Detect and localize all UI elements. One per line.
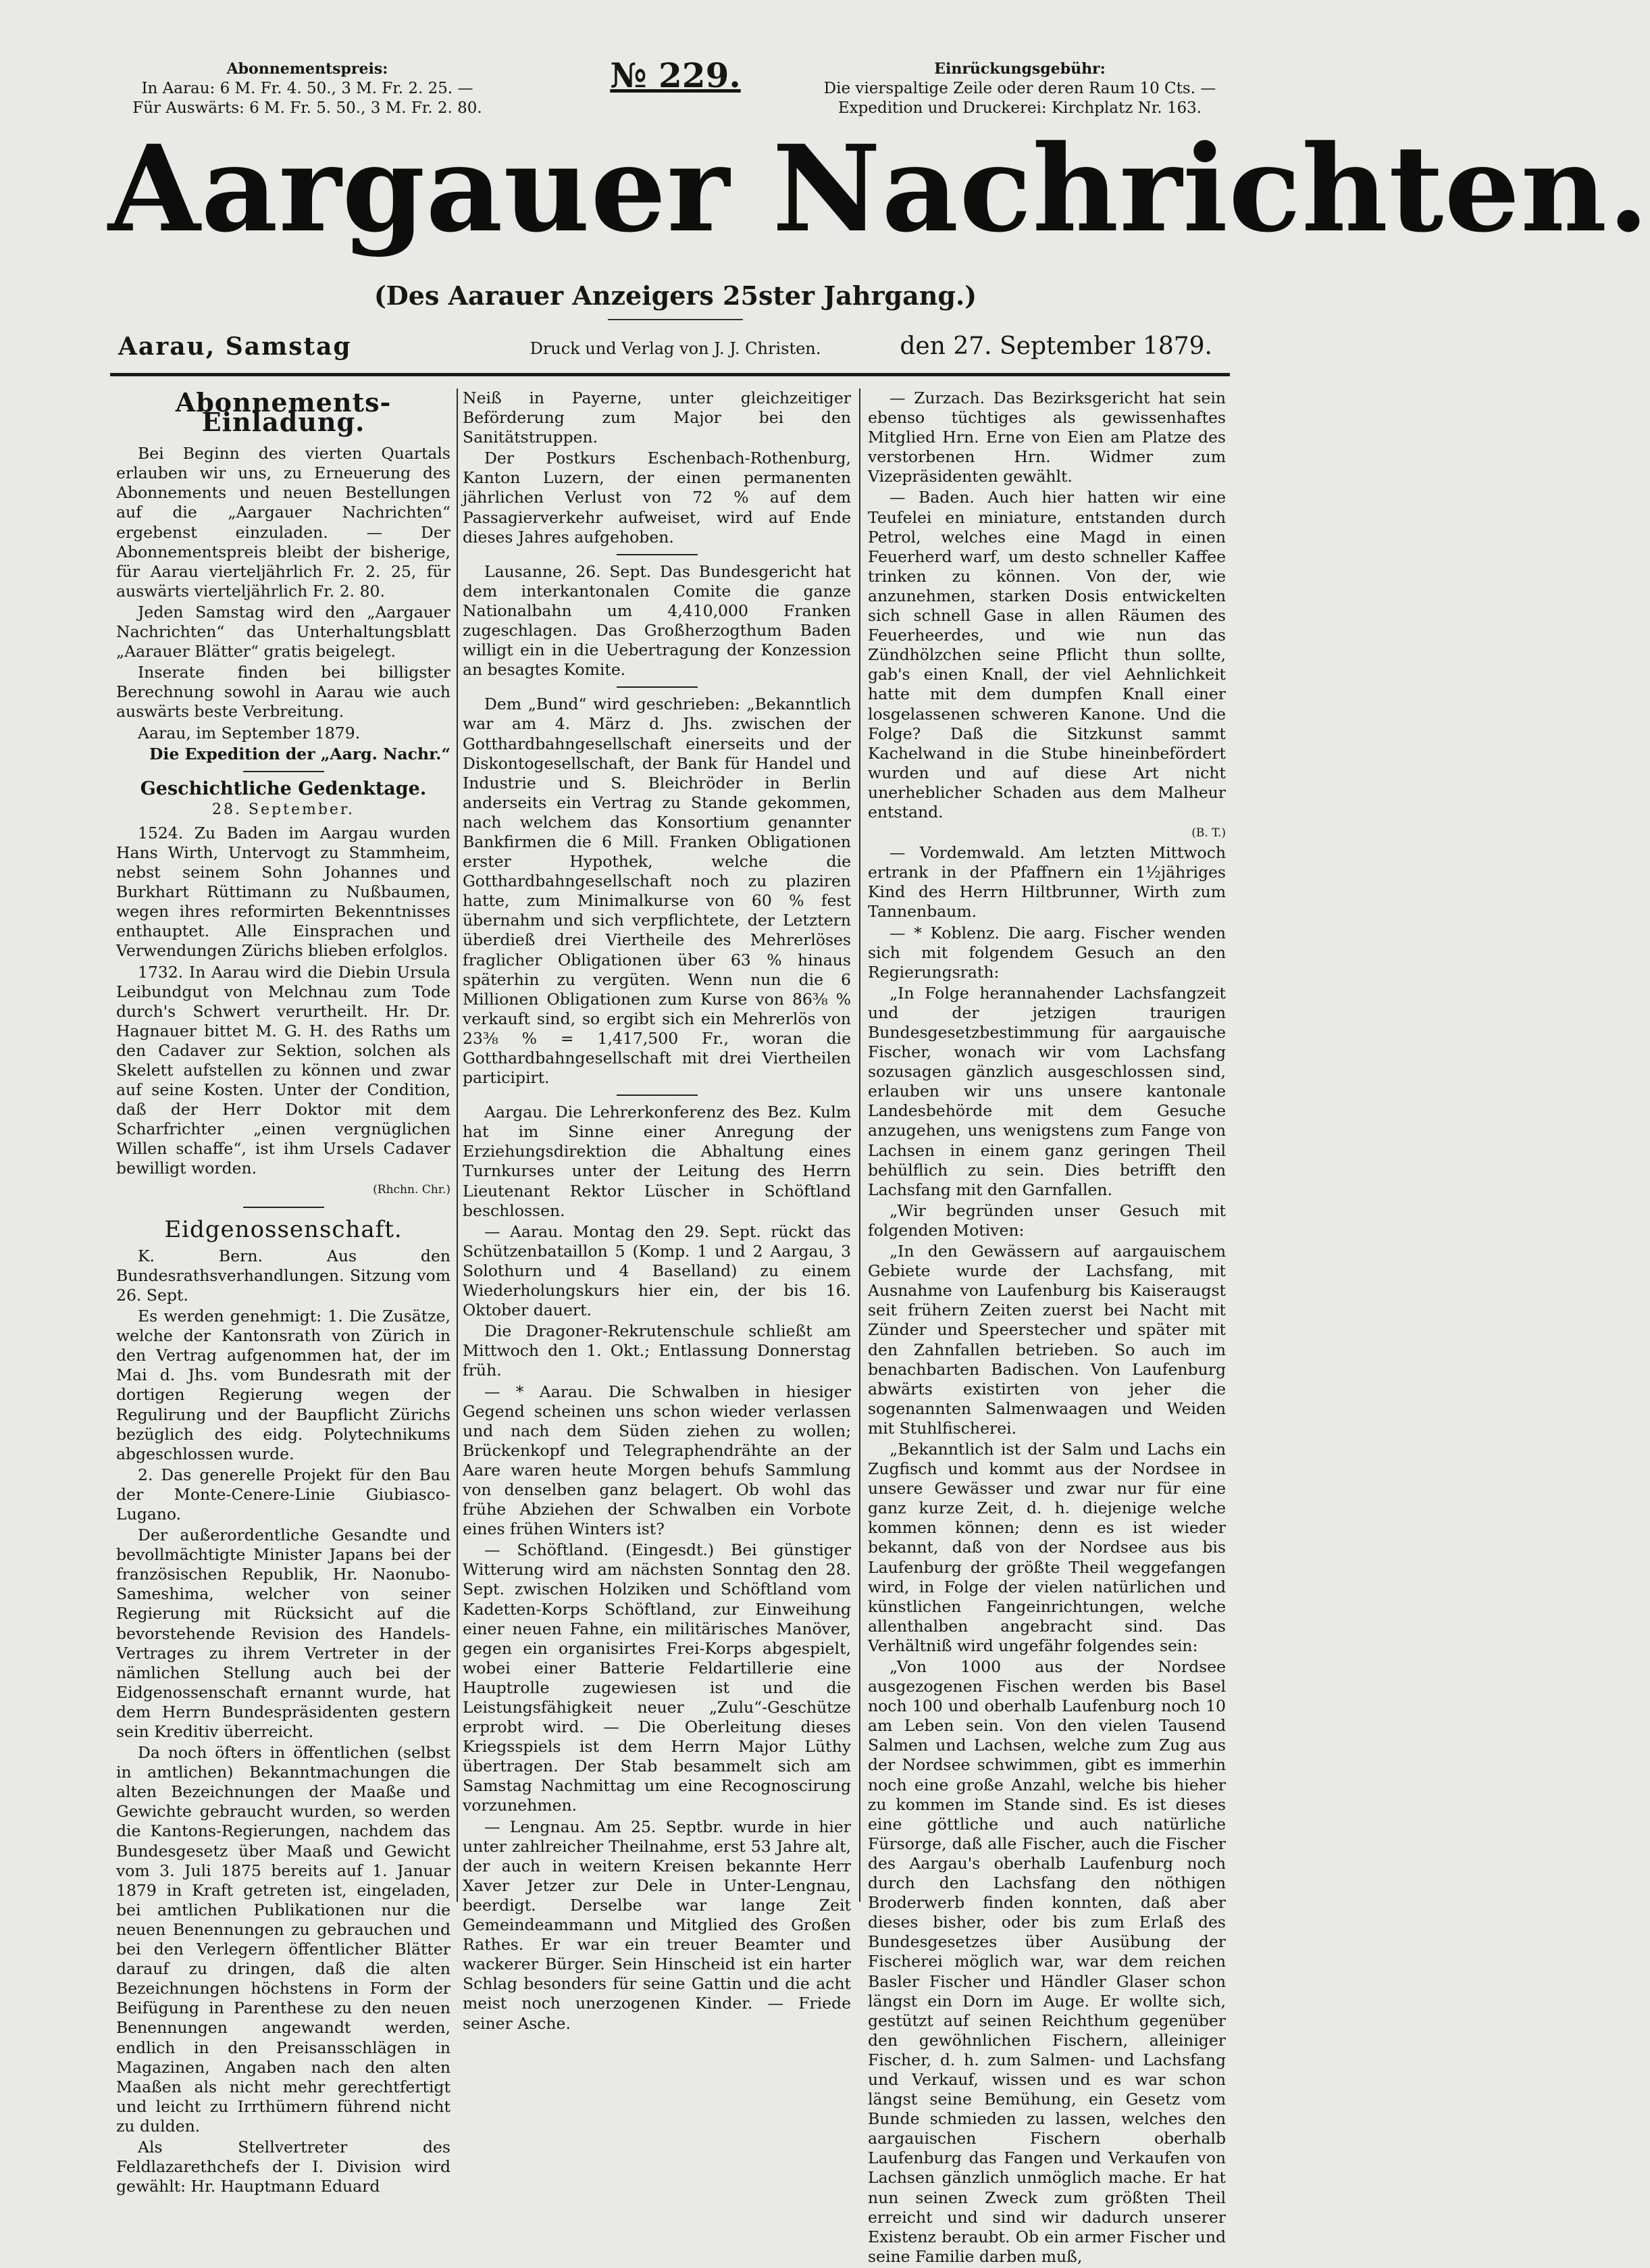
article-paragraph: Neiß in Payerne, unter gleichzeitiger Beförderung zum Major bei den Sanitätstruppen.: [463, 388, 851, 447]
history-paragraph: 1524. Zu Baden im Aargau wurden Hans Wirth, Untervogt zu Stammheim, nebst seinem Sohn Johannes und Burkhart Rüttimann zu Nußbaumen, wegen ihres reformirten Bekenntnisses enthauptet. Alle Einsprachen und Verwendungen Zürichs blieben erfolglos.: [116, 823, 450, 961]
subscription-line-2: Für Auswärts: 6 M. Fr. 5. 50., 3 M. Fr. 2. 80.: [132, 99, 482, 117]
article-source: (B. T.): [1191, 826, 1226, 840]
column-3: [868, 388, 1226, 2268]
history-heading: Geschichtliche Gedenktage.: [140, 778, 427, 799]
subscription-line-1: In Aarau: 6 M. Fr. 4. 50., 3 M. Fr. 2. 25. —: [141, 80, 473, 97]
article-paragraph: Dem „Bund“ wird geschrieben: „Bekanntlich war am 4. März d. Jhs. zwischen der Gotthardbahngesellschaft einerseits und der Diskontogesellschaft, der Bank für Handel und Industrie und S. Bleichröder in Berlin anderseits ein Vertrag zu Stande gekommen, nach welchem das Konsortium genannter Bankfirmen die 6 Mill. Franken Obligationen erster Hypothek, welche die Gotthardbahngesellschaft noch zu plaziren hatte, zum Minimalkurse von 60 % fest übernahm und sich verpflichtete, der Letztern überdieß drei Viertheile des Mehrerlöses fraglicher Obligationen über 63 % hinaus späterhin zu vergüten. Wenn nun die 6 Millionen Obligationen zum Kurse von 86⅜ % verkauft sind, so ergibt sich ein Mehrerlös von 23⅜ % = 1,417,500 Fr., woran die Gotthardbahngesellschaft mit drei Viertheilen participirt.: [463, 695, 851, 1088]
article-paragraph: „In den Gewässern auf aargauischem Gebiete wurde der Lachsfang, mit Ausnahme von Laufenburg bis Kaiseraugst seit frühern Zeiten zuerst bei Nacht mit Zünder und Speerstecher und später mit den Zahnfallen betrieben. So auch im benachbarten Badischen. Von Laufenburg abwärts existirten von jeher die sogenannten Salmenwaagen und Weiden mit Stuhlfischerei.: [868, 1242, 1226, 1438]
masthead-subtitle: (Des Aarauer Anzeigers 25ster Jahrgang.): [373, 280, 977, 311]
fee-line-2: Expedition und Druckerei: Kirchplatz Nr. 163.: [837, 99, 1202, 117]
federal-heading: Eidgenossenschaft.: [164, 1215, 403, 1243]
article-paragraph: „Von 1000 aus der Nordsee ausgezogenen Fischen werden bis Basel noch 100 und oberhalb Laufenburg noch 10 am Leben sein. Von den vielen Tausend Salmen und Lachsen, welche zum Zug aus der Nordsee schwimmen, gibt es immerhin noch eine große Anzahl, welche bis hieher zu kommen im Stande sind. Es ist dieses eine göttliche und auch natürliche Fürsorge, daß alle Fischer, auch die Fischer des Aargau's oberhalb Laufenburg noch durch den Lachsfang den nöthigen Broderwerb finden konnten, daß aber dieses bisher, oder bis zum Erlaß des Bundesgesetzes über Ausübung der Fischerei möglich war, war dem reichen Basler Fischer und Händler Glaser schon längst ein Dorn im Auge. Er wollte sich, gestützt auf seinen Reichthum gegenüber den gewöhnlichen Fischern, alleiniger Fischer, d. h. zum Salmen- und Lachsfang und Verkauf, wissen und es war schon längst seine Bemühung, ein Gesetz vom Bunde schmieden zu lassen, welches den aargauischen Fischern oberhalb Laufenburg das Fangen und Verkaufen von Lachsen gänzlich unmöglich mache. Er hat nun seinen Zweck zum größten Theil erreicht und sind wir dadurch unserer Existenz beraubt. Ob ein armer Fischer und seine Familie darben muß,: [868, 1657, 1226, 2266]
article-paragraph: — Baden. Auch hier hatten wir eine Teufelei en miniature, entstanden durch Petrol, welches eine Magd in einen Feuerherd warf, um desto schneller Kaffee trinken zu können. Von der, wie anzunehmen, starken Dosis entwickelten sich schnell Gase in allen Räumen des Feuerheerdes, und wie nun das Zündhölzchen seine Pflicht thun sollte, gab's einen Knall, der viel Aehnlichkeit hatte mit dem dumpfen Knall einer losgelassenen schweren Kanone. Und die Folge? Daß die Sitzkunst sammt Kachelwand in die Stube hineinbefördert wurden und auf diese Art nicht unerheblicher Schaden aus dem Malheur entstand.: [868, 488, 1226, 822]
federal-paragraph: Der außerordentliche Gesandte und bevollmächtigte Minister Japans bei der französischen Republik, Hr. Naonubo-Sameshima, welcher von seiner Regierung mit Rücksicht auf die bevorstehende Revision des Handels-Vertrages zu ihrem Vertreter in der nämlichen Stellung auch bei der Eidgenossenschaft ernannt wurde, hat dem Herrn Bundespräsidenten gestern sein Kreditiv überreicht.: [116, 1526, 450, 1741]
column-divider-1: [457, 388, 458, 1902]
article-paragraph: — Schöftland. (Eingesdt.) Bei günstiger Witterung wird am nächsten Sonntag den 28. Sept. zwischen Holziken und Schöftland vom Kadetten-Korps Schöftland, zur Einweihung einer neuen Fahne, ein militärisches Manöver, gegen ein organisirtes Frei-Korps abgespielt, wobei einer Batterie Feldartillerie eine Hauptrolle zugewiesen ist und die Leistungsfähigkeit neuer „Zulu“-Geschütze erprobt wird. — Die Oberleitung dieses Kriegsspiels ist dem Herrn Major Lüthy übertragen. Der Stab besammelt sich am Samstag Nachmittag um eine Recognoscirung vorzunehmen.: [463, 1540, 851, 1815]
article-paragraph: Der Postkurs Eschenbach-Rothenburg, Kanton Luzern, der einen permanenten jährlichen Verlust von 72 % auf dem Passagierverkehr aufweiset, wird auf Ende dieses Jahres aufgehoben.: [463, 449, 851, 547]
article-paragraph: Die Dragoner-Rekrutenschule schließt am Mittwoch den 1. Okt.; Entlassung Donnerstag früh.: [463, 1321, 851, 1380]
federal-paragraph: K. Bern. Aus den Bundesrathsverhandlungen. Sitzung vom 26. Sept.: [116, 1246, 450, 1305]
subscription-title: Abonnementspreis:: [226, 60, 388, 78]
invite-place-date: Aarau, im September 1879.: [138, 723, 361, 742]
article-paragraph: — Lengnau. Am 25. Septbr. wurde in hier unter zahlreicher Theilnahme, erst 53 Jahre alt, der auch in weitern Kreisen bekannte Herr Xaver Jetzer zur Dele in Unter-Lengnau, beerdigt. Derselbe war lange Zeit Gemeindeammann und Mitglied des Großen Rathes. Er war ein treuer Beamter und wackerer Bürger. Sein Hinscheid ist ein harter Schlag besonders für seine Gattin und die acht meist noch unerzogenen Kinder. — Friede seiner Asche.: [463, 1817, 851, 2033]
subscription-price-box: [118, 59, 496, 118]
article-paragraph: — Aarau. Montag den 29. Sept. rückt das Schützenbataillon 5 (Komp. 1 und 2 Aargau, 3 Solothurn und 4 Baselland) zu einem Wiederholungskurs hier ein, der bis 16. Oktober dauert.: [463, 1221, 851, 1320]
section-divider: [243, 771, 324, 772]
history-date: 28. September.: [211, 801, 355, 818]
article-paragraph: — * Koblenz. Die aarg. Fischer wenden sich mit folgendem Gesuch an den Regierungsrath:: [868, 923, 1226, 982]
history-paragraph: 1732. In Aarau wird die Diebin Ursula Leibundgut von Melchnau zum Tode durch's Schwert verurtheilt. Hr. Dr. Hagnauer bittet M. G. H. des Raths um den Cadaver zur Sektion, solchen als Skelett aufstellen zu können und zwar auf seine Kosten. Unter der Condition, daß der Herr Doktor mit dem Scharfrichter „einen vergnüglichen Willen schaffe“, ist ihm Ursels Cadaver bewilligt worden.: [116, 962, 450, 1178]
issue-number: № 229.: [610, 55, 741, 95]
article-paragraph: — * Aarau. Die Schwalben in hiesiger Gegend scheinen uns schon wieder verlassen und nach dem Süden ziehen zu wollen; Brückenkopf und Telegraphendrähte an der Aare waren heute Morgen behufs Sammlung von denselben ganz belagert. Ob wohl das frühe Abziehen der Schwalben ein Vorbote eines frühen Winters ist?: [463, 1382, 851, 1539]
federal-paragraph: 2. Das generelle Projekt für den Bau der Monte-Cenere-Linie Giubiasco-Lugano.: [116, 1465, 450, 1523]
article-paragraph: Aargau. Die Lehrerkonferenz des Bez. Kulm hat im Sinne einer Anregung der Erziehungsdirektion die Abhaltung eines Turnkurses unter der Leitung des Herrn Lieutenant Rektor Lüscher in Schöftland beschlossen.: [463, 1103, 851, 1220]
fee-line-1: Die vierspaltige Zeile oder deren Raum 10 Cts. —: [823, 80, 1216, 97]
place-day: Aarau, Samstag: [118, 332, 352, 361]
invite-paragraph: Bei Beginn des vierten Quartals erlauben wir uns, zu Erneuerung des Abonnements und neuen Bestellungen auf die „Aargauer Nachrichten“ ergebenst einzuladen. — Der Abonnementspreis bleibt der bisherige, für Aarau vierteljährlich Fr. 2. 25, für auswärts vierteljährlich Fr. 2. 80.: [116, 444, 450, 601]
invite-paragraph: Jeden Samstag wird den „Aargauer Nachrichten“ das Unterhaltungsblatt „Aarauer Blätter“ gratis beigelegt.: [116, 602, 450, 661]
section-divider: [243, 1207, 324, 1208]
article-paragraph: „In Folge herannahender Lachsfangzeit und der jetzigen traurigen Bundesgesetzbestimmung für aargauische Fischer, wonach wir vom Lachsfang sozusagen gänzlich ausgeschlossen sind, erlauben wir uns unsere kantonale Landesbehörde mit dem Gesuche anzugehen, uns wenigstens zum Fange von Lachsen in einem ganz geringen Theil behülflich zu sein. Dies betrifft den Lachsfang mit den Garnfallen.: [868, 983, 1226, 1199]
section-divider: [617, 554, 698, 555]
masthead: Aargauer Nachrichten.: [108, 119, 1650, 259]
article-paragraph: „Wir begründen unser Gesuch mit folgenden Motiven:: [868, 1201, 1226, 1240]
header-rule: [110, 373, 1230, 376]
column-2: [463, 388, 851, 2035]
publisher-line: Druck und Verlag von J. J. Christen.: [530, 339, 821, 358]
invite-heading: Abonnements-Einladung.: [175, 387, 392, 438]
invite-paragraph: Inserate finden bei billigster Berechnung sowohl in Aarau wie auch auswärts beste Verbreitung.: [116, 663, 450, 722]
fee-title: Einrückungsgebühr:: [934, 60, 1106, 78]
history-source: (Rhchn. Chr.): [373, 1182, 450, 1196]
federal-paragraph: Es werden genehmigt: 1. Die Zusätze, welche der Kantonsrath von Zürich in den Vertrag aufgenommen hat, der im Mai d. Jhs. vom Bundesrath mit der dortigen Regierung wegen der Regulirung und der Baupflicht Zürichs bezüglich des eidg. Polytechnikums abgeschlossen wurde.: [116, 1307, 450, 1463]
invite-signature: Die Expedition der „Aarg. Nachr.“: [149, 744, 450, 763]
article-paragraph: — Vordemwald. Am letzten Mittwoch ertrank in der Pfaffnern ein 1½jähriges Kind des Herrn Hiltbrunner, Wirth zum Tannenbaum.: [868, 843, 1226, 922]
article-paragraph: „Bekanntlich ist der Salm und Lachs ein Zugfisch und kommt aus der Nordsee in unsere Gewässer und zwar nur für eine ganz kurze Zeit, d. h. diejenige welche kommen können; denn es ist wieder bekannt, daß von der Nordsee aus bis Laufenburg der größte Theil weggefangen wird, in Folge der vielen natürlichen und künstlichen Fangeinrichtungen, welche allenthalben angebracht sind. Das Verhältniß wird ungefähr folgendes sein:: [868, 1439, 1226, 1655]
article-paragraph: Lausanne, 26. Sept. Das Bundesgericht hat dem interkantonalen Comite die ganze Nationalbahn um 4,410,000 Franken zugeschlagen. Das Großherzogthum Baden willigt ein in die Uebertragung der Konzession an besagtes Komite.: [463, 561, 851, 680]
insertion-fee-box: [821, 59, 1219, 118]
section-divider: [617, 686, 698, 688]
column-divider-2: [859, 388, 860, 1902]
subtitle-rule: [608, 319, 743, 320]
article-paragraph: — Zurzach. Das Bezirksgericht hat sein ebenso tüchtiges als gewissenhaftes Mitglied Hrn. Erne von Eien am Platze des verstorbenen Hrn. Widmer zum Vizepräsidenten gewählt.: [868, 388, 1226, 486]
column-1: [116, 388, 450, 2198]
issue-date: den 27. September 1879.: [900, 332, 1212, 360]
section-divider: [617, 1094, 698, 1096]
federal-paragraph: Als Stellvertreter des Feldlazarethchefs der I. Division wird gewählt: Hr. Hauptmann Eduard: [116, 2137, 450, 2196]
federal-paragraph: Da noch öfters in öffentlichen (selbst in amtlichen) Bekanntmachungen die alten Bezeichnungen der Maaße und Gewichte gebraucht wurden, so werden die Kantons-Regierungen, nachdem das Bundesgesetz über Maaß und Gewicht vom 3. Juli 1875 bereits auf 1. Januar 1879 in Kraft getreten ist, eingeladen, bei amtlichen Publikationen nur die neuen Benennungen zu gebrauchen und bei den Verlegern öffentlicher Blätter darauf zu dringen, daß die alten Bezeichnungen höchstens in Form der Beifügung in Parenthese zu den neuen Benennungen angewandt werden, endlich in den Preisansschlägen in Magazinen, Angaben nach den alten Maaßen als nicht mehr gerechtfertigt und leicht zu Irrthümern führend nicht zu dulden.: [116, 1743, 450, 2136]
